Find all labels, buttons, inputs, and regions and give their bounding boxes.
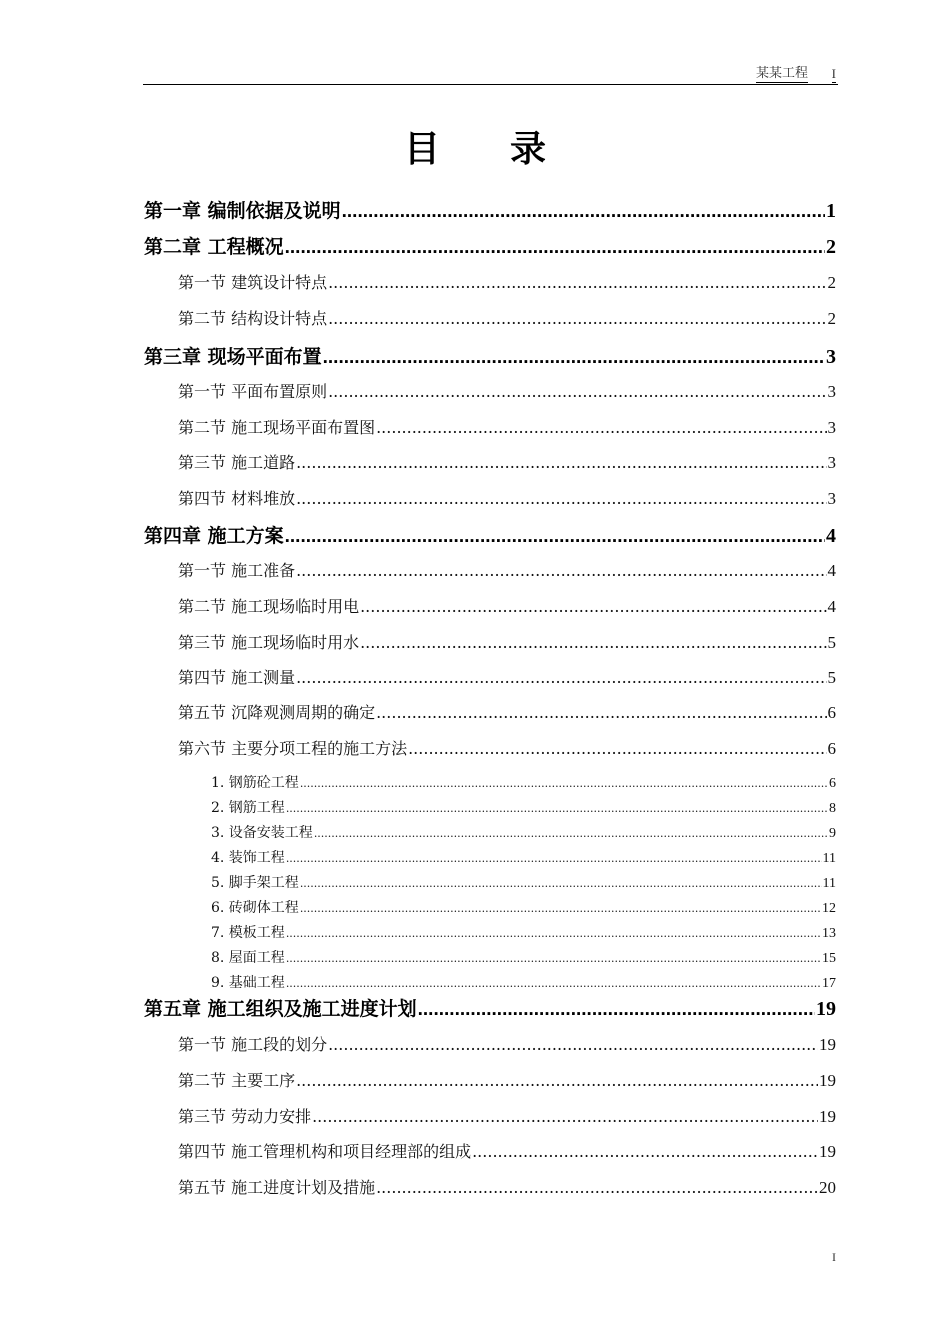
toc-entry-page-number: 2: [826, 236, 836, 258]
toc-dot-leader: [296, 561, 826, 580]
toc-dot-leader: [286, 852, 822, 865]
toc-dot-leader: [418, 999, 815, 1021]
toc-entry-page-number: 19: [819, 1107, 836, 1126]
toc-entry-page-number: 1: [826, 200, 836, 222]
toc-entry-sub[interactable]: [211, 897, 836, 917]
toc-entry-page-number: 4: [827, 597, 836, 616]
toc-entry-page-number: 6: [827, 739, 836, 758]
toc-entry-chapter[interactable]: [144, 994, 836, 1024]
toc-dot-leader: [286, 952, 821, 965]
toc-entry-sub[interactable]: [211, 947, 836, 967]
toc-entry-label: 3. 设备安装工程: [211, 825, 313, 841]
toc-entry-label: 第二节 结构设计特点: [178, 309, 328, 328]
toc-dot-leader: [328, 382, 826, 401]
toc-dot-leader: [296, 668, 826, 687]
toc-entry-page-number: 3: [827, 382, 836, 401]
toc-dot-leader: [300, 902, 821, 915]
toc-entry-page-number: 2: [827, 273, 836, 292]
toc-entry-label: 2. 钢筋工程: [211, 800, 285, 816]
toc-entry-sub[interactable]: [211, 822, 836, 842]
toc-entry-chapter[interactable]: [144, 521, 836, 551]
toc-entry-chapter[interactable]: [144, 342, 836, 372]
toc-entry-label: 9. 基础工程: [211, 975, 285, 991]
toc-entry-section[interactable]: [178, 700, 836, 724]
toc-entry-page-number: 3: [827, 418, 836, 437]
toc-dot-leader: [328, 273, 826, 292]
toc-entry-page-number: 19: [816, 998, 836, 1020]
toc-entry-page-number: 11: [822, 851, 836, 866]
toc-dot-leader: [286, 802, 828, 815]
toc-entry-section[interactable]: [178, 558, 836, 582]
toc-entry-label: 第四节 施工管理机构和项目经理部的组成: [178, 1142, 472, 1161]
toc-entry-section[interactable]: [178, 1175, 836, 1199]
toc-entry-page-number: 4: [827, 561, 836, 580]
toc-entry-section[interactable]: [178, 1104, 836, 1128]
toc-entry-label: 7. 模板工程: [211, 925, 285, 941]
toc-dot-leader: [328, 309, 826, 328]
toc-entry-page-number: 4: [826, 525, 836, 547]
toc-entry-sub[interactable]: [211, 922, 836, 942]
toc-entry-page-number: 17: [822, 976, 836, 991]
toc-dot-leader: [300, 877, 822, 890]
toc-entry-label: 第四节 施工测量: [178, 668, 296, 687]
toc-dot-leader: [376, 1178, 818, 1197]
toc-dot-leader: [342, 201, 825, 223]
toc-entry-page-number: 11: [822, 876, 836, 891]
toc-entry-label: 第三章 现场平面布置: [144, 346, 322, 368]
toc-entry-section[interactable]: [178, 630, 836, 654]
header-doc-title: 某某工程: [755, 66, 808, 81]
toc-dot-leader: [328, 1035, 818, 1054]
toc-entry-section[interactable]: [178, 379, 836, 403]
toc-entry-label: 6. 砖砌体工程: [211, 900, 299, 916]
toc-entry-section[interactable]: [178, 1032, 836, 1056]
toc-dot-leader: [296, 453, 826, 472]
toc-entry-chapter[interactable]: [144, 232, 836, 262]
toc-entry-label: 第五节 施工进度计划及措施: [178, 1178, 376, 1197]
toc-entry-sub[interactable]: [211, 797, 836, 817]
toc-entry-label: 第三节 劳动力安排: [178, 1107, 312, 1126]
toc-dot-leader: [300, 777, 828, 790]
toc-dot-leader: [314, 827, 828, 840]
toc-dot-leader: [286, 927, 821, 940]
toc-entry-section[interactable]: [178, 415, 836, 439]
toc-dot-leader: [285, 526, 825, 548]
toc-entry-label: 第四节 材料堆放: [178, 489, 296, 508]
toc-dot-leader: [376, 703, 826, 722]
toc-entry-label: 第五章 施工组织及施工进度计划: [144, 998, 417, 1020]
toc-entry-page-number: 3: [827, 453, 836, 472]
toc-entry-label: 第一节 施工段的划分: [178, 1035, 328, 1054]
page-header: [143, 64, 838, 85]
toc-entry-label: 4. 装饰工程: [211, 850, 285, 866]
toc-entry-label: 5. 脚手架工程: [211, 875, 299, 891]
toc-entry-label: 1. 钢筋砼工程: [211, 775, 299, 791]
toc-entry-label: 第二节 施工现场临时用电: [178, 597, 360, 616]
toc-entry-label: 第三节 施工现场临时用水: [178, 633, 360, 652]
toc-entry-section[interactable]: [178, 450, 836, 474]
toc-dot-leader: [376, 418, 826, 437]
toc-dot-leader: [472, 1142, 818, 1161]
toc-entry-chapter[interactable]: [144, 196, 836, 226]
toc-entry-page-number: 15: [822, 951, 836, 966]
toc-entry-page-number: 5: [827, 633, 836, 652]
toc-entry-label: 第六节 主要分项工程的施工方法: [178, 739, 408, 758]
toc-dot-leader: [286, 977, 821, 990]
toc-entry-label: 第一节 施工准备: [178, 561, 296, 580]
toc-entry-page-number: 8: [829, 801, 836, 816]
toc-entry-sub[interactable]: [211, 772, 836, 792]
toc-entry-page-number: 3: [827, 489, 836, 508]
toc-dot-leader: [296, 489, 826, 508]
toc-entry-section[interactable]: [178, 1139, 836, 1163]
toc-entry-label: 第一节 平面布置原则: [178, 382, 328, 401]
toc-entry-page-number: 3: [826, 346, 836, 368]
toc-dot-leader: [312, 1107, 818, 1126]
toc-entry-label: 第四章 施工方案: [144, 525, 284, 547]
toc-dot-leader: [285, 237, 825, 259]
toc-entry-page-number: 2: [827, 309, 836, 328]
toc-entry-section[interactable]: [178, 665, 836, 689]
toc-entry-page-number: 19: [819, 1071, 836, 1090]
footer-page-number: I: [832, 1250, 836, 1264]
toc-entry-section[interactable]: [178, 306, 836, 330]
toc-entry-label: 第一章 编制依据及说明: [144, 200, 341, 222]
toc-entry-label: 第三节 施工道路: [178, 453, 296, 472]
toc-dot-leader: [360, 597, 826, 616]
toc-title: 目录: [403, 129, 616, 170]
toc-dot-leader: [323, 347, 825, 369]
toc-entry-page-number: 6: [829, 776, 836, 791]
toc-entry-page-number: 6: [827, 703, 836, 722]
toc-entry-page-number: 19: [819, 1035, 836, 1054]
toc-entry-section[interactable]: [178, 486, 836, 510]
header-page-number: I: [831, 66, 836, 81]
toc-entry-label: 第五节 沉降观测周期的确定: [178, 703, 376, 722]
toc-entry-label: 第一节 建筑设计特点: [178, 273, 328, 292]
toc-entry-section[interactable]: [178, 270, 836, 294]
toc-entry-section[interactable]: [178, 594, 836, 618]
toc-dot-leader: [296, 1071, 818, 1090]
toc-entry-page-number: 9: [829, 826, 836, 841]
toc-entry-sub[interactable]: [211, 847, 836, 867]
toc-entry-page-number: 5: [827, 668, 836, 687]
toc-entry-label: 第二节 施工现场平面布置图: [178, 418, 376, 437]
toc-dot-leader: [408, 739, 826, 758]
toc-entry-label: 8. 屋面工程: [211, 950, 285, 966]
toc-entry-page-number: 19: [819, 1142, 836, 1161]
toc-entry-section[interactable]: [178, 736, 836, 760]
toc-entry-sub[interactable]: [211, 872, 836, 892]
toc-dot-leader: [360, 633, 826, 652]
toc-entry-page-number: 12: [822, 901, 836, 916]
toc-entry-label: 第二节 主要工序: [178, 1071, 296, 1090]
toc-entry-label: 第二章 工程概况: [144, 236, 284, 258]
toc-entry-page-number: 20: [819, 1178, 836, 1197]
toc-entry-sub[interactable]: [211, 972, 836, 992]
toc-entry-page-number: 13: [822, 926, 836, 941]
toc-entry-section[interactable]: [178, 1068, 836, 1092]
